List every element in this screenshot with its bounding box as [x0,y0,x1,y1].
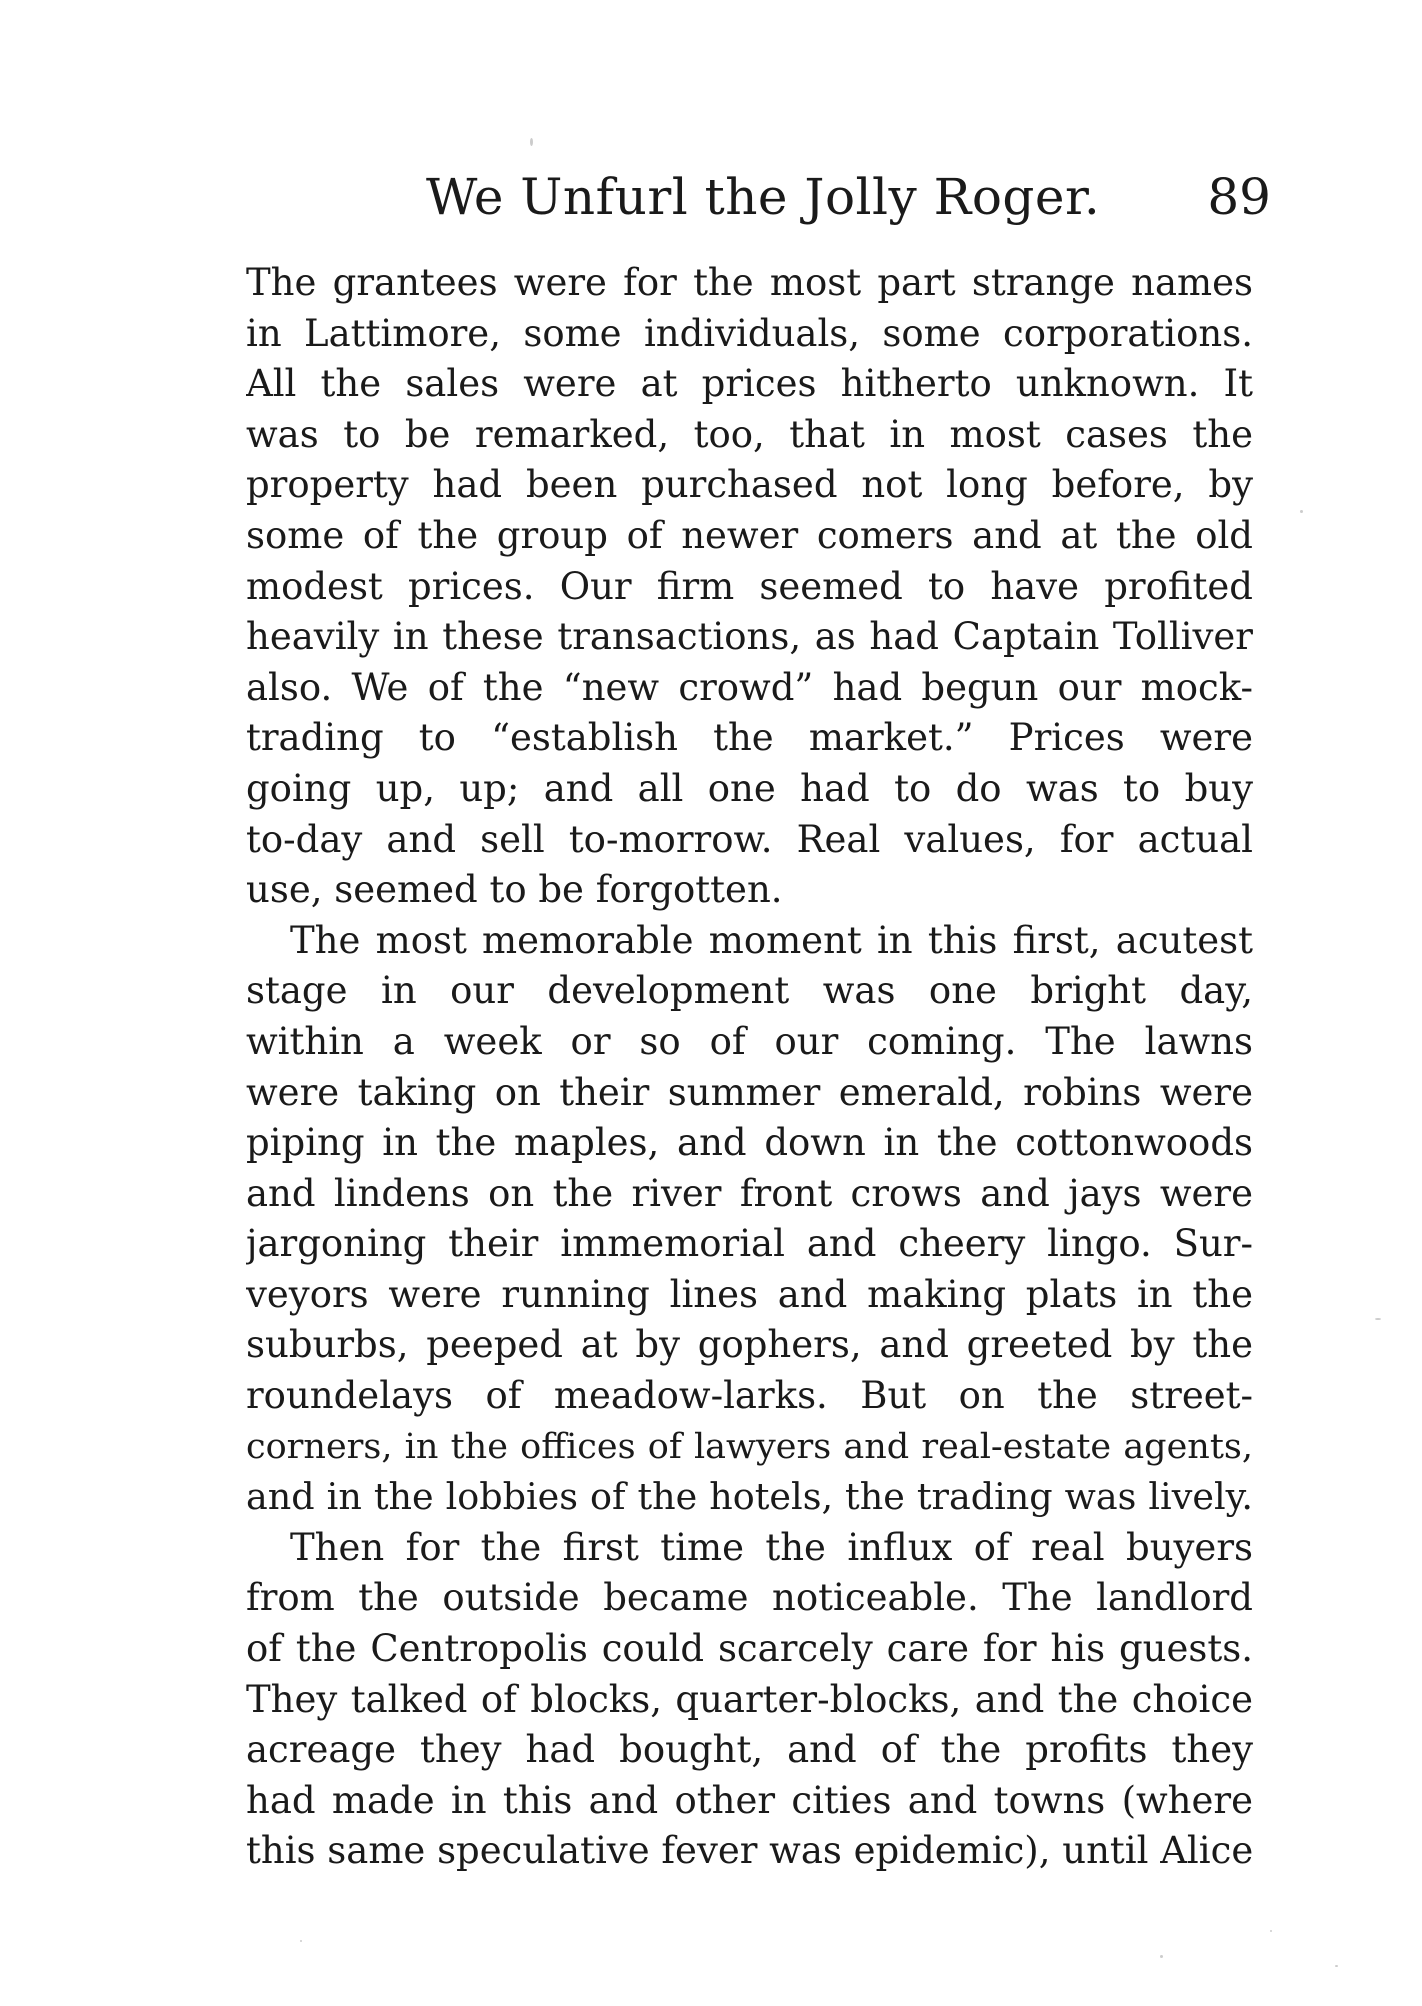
running-title: We Unfurl the Jolly Roger. [426,168,1101,226]
text-line: and lindens on the river front crows and jays were [246,1171,1253,1215]
text-line: stage in our development was one bright day, [246,969,1253,1013]
text-line: also. We of the “new crowd” had begun our mock- [246,665,1253,709]
scan-speck [1375,1318,1381,1320]
text-line: to-day and sell to-morrow. Real values, for actual [246,817,1253,861]
text-line: roundelays of meadow-larks. But on the street- [246,1374,1253,1418]
text-line: All the sales were at prices hitherto unknown. It [246,362,1253,406]
text-line: within a week or so of our coming. The lawns [246,1019,1253,1063]
text-line: going up, up; and all one had to do was to buy [246,766,1253,810]
scan-speck [530,138,533,146]
page-number: 89 [1207,168,1271,226]
text-line: acreage they had bought, and of the profits they [246,1728,1253,1772]
page-header [246,162,1271,232]
text-line: from the outside became noticeable. The landlord [246,1576,1253,1620]
text-line: corners, in the offices of lawyers and real-estate agents, [246,1426,1253,1467]
text-line: in Lattimore, some individuals, some corporations. [246,311,1253,355]
text-line: had made in this and other cities and towns (where [246,1778,1253,1822]
text-line: use, seemed to be forgotten. [246,868,783,912]
text-line: some of the group of newer comers and at the old [246,513,1253,557]
text-line: was to be remarked, too, that in most cases the [246,412,1253,456]
text-line: this same speculative fever was epidemic), until Alice [246,1829,1253,1873]
text-line: and in the lobbies of the hotels, the trading was lively. [246,1475,1253,1519]
text-line: The grantees were for the most part strange names [246,261,1253,304]
scan-speck [1160,1955,1163,1958]
scan-speck [1270,1930,1272,1932]
text-line: piping in the maples, and down in the cottonwoods [246,1121,1253,1165]
scan-speck [300,1940,302,1942]
text-line: They talked of blocks, quarter-blocks, and the choice [246,1677,1253,1721]
text-line: veyors were running lines and making plats in the [246,1272,1253,1316]
scan-speck [1335,1965,1338,1967]
scan-speck [1300,510,1303,513]
text-line: Then for the first time the influx of real buyers [290,1525,1253,1569]
text-line: of the Centropolis could scarcely care for his guests. [246,1627,1253,1671]
text-line: were taking on their summer emerald, robins were [246,1070,1253,1114]
text-line: jargoning their immemorial and cheery lingo. Sur- [246,1222,1253,1266]
text-line: trading to “establish the market.” Prices were [246,716,1253,760]
body-text [246,258,1253,1877]
text-line: The most memorable moment in this first, acutest [290,918,1253,962]
text-line: suburbs, peeped at by gophers, and greeted by the [246,1323,1253,1367]
text-line: modest prices. Our firm seemed to have profited [246,564,1253,608]
text-line: property had been purchased not long before, by [246,463,1253,507]
text-line: heavily in these transactions, as had Captain Tolliver [246,615,1253,659]
